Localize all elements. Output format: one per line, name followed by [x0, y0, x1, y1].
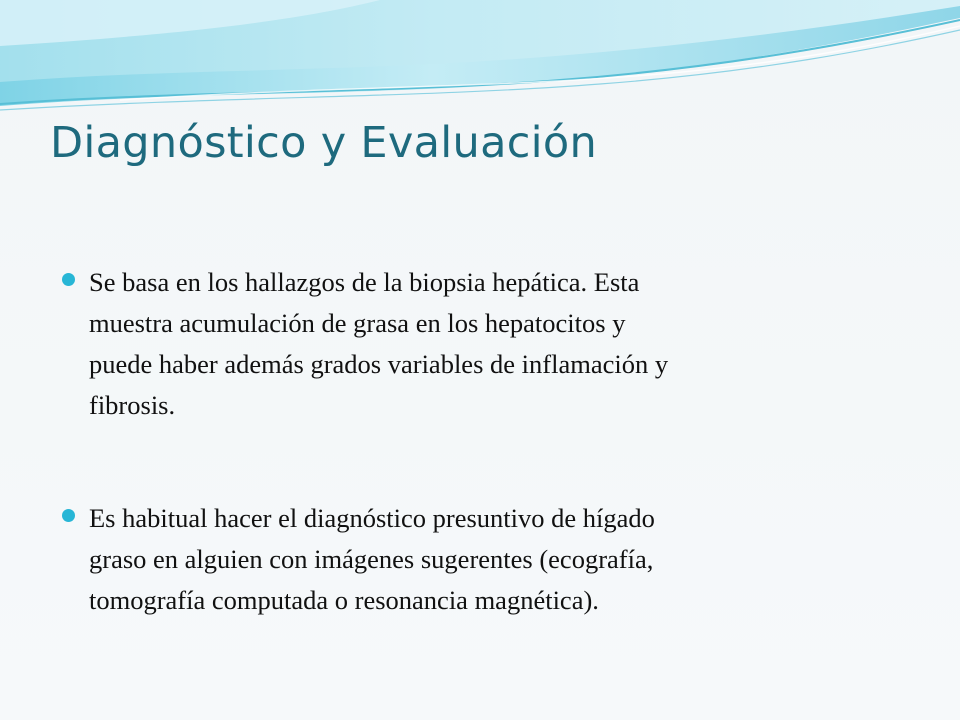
slide-title: Diagnóstico y Evaluación	[50, 118, 598, 168]
bullet-line: fibrosis.	[89, 390, 176, 420]
bullet-line: graso en alguien con imágenes sugerentes (ecografía,	[89, 544, 654, 574]
bullet-dot-icon	[62, 273, 75, 286]
header-wave-decoration	[0, 0, 960, 120]
bullet-line: tomografía computada o resonancia magnética).	[89, 585, 599, 615]
bullet-item-biopsy	[62, 262, 912, 426]
bullet-item-imaging	[62, 498, 912, 621]
bullet-line: puede haber además grados variables de inflamación y	[89, 349, 669, 379]
bullet-line: muestra acumulación de grasa en los hepatocitos y	[89, 308, 626, 338]
bullet-list	[62, 262, 912, 621]
bullet-line: Se basa en los hallazgos de la biopsia hepática. Esta	[89, 267, 640, 297]
bullet-line: Es habitual hacer el diagnóstico presuntivo de hígado	[89, 503, 655, 533]
bullet-dot-icon	[62, 509, 75, 522]
